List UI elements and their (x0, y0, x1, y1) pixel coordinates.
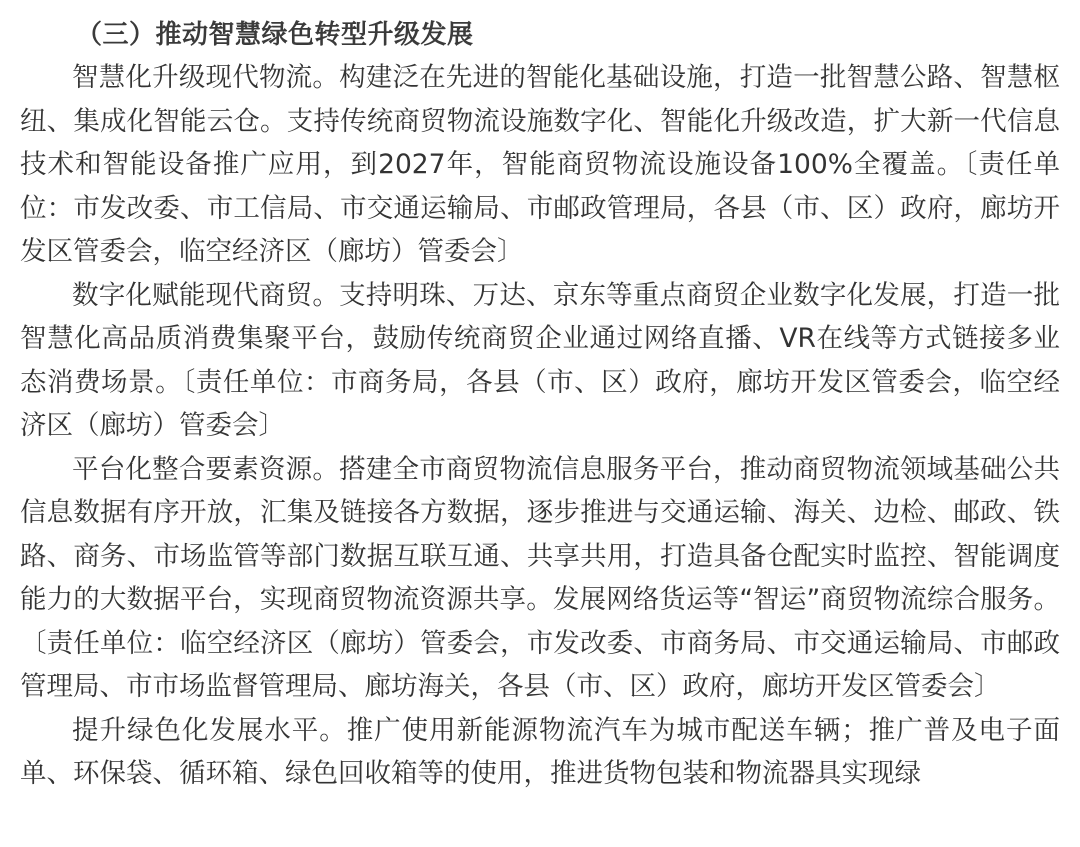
paragraph-green-development: 提升绿色化发展水平。推广使用新能源物流汽车为城市配送车辆；推广普及电子面单、环保袋、循环箱、绿色回收箱等的使用，推进货物包装和物流器具实现绿 (20, 714, 1060, 789)
document-page (20, 0, 1060, 796)
paragraph-digital-commerce: 数字化赋能现代商贸。支持明珠、万达、京东等重点商贸企业数字化发展，打造一批智慧化高品质消费集聚平台，鼓励传统商贸企业通过网络直播、VR在线等方式链接多业态消费场景。〔责任单位：市商务局，各县（市、区）政府，廊坊开发区管委会，临空经济区（廊坊）管委会〕 (20, 279, 1060, 441)
section-heading: （三）推动智慧绿色转型升级发展 (76, 20, 474, 50)
paragraph-smart-logistics: 智慧化升级现代物流。构建泛在先进的智能化基础设施，打造一批智慧公路、智慧枢纽、集成化智能云仓。支持传统商贸物流设施数字化、智能化升级改造，扩大新一代信息技术和智能设备推广应用，到2027年，智能商贸物流设施设备100%全覆盖。〔责任单位：市发改委、市工信局、市交通运输局、市邮政管理局，各县（市、区）政府，廊坊开发区管委会，临空经济区（廊坊）管委会〕 (20, 62, 1060, 267)
paragraph-platform-resources: 平台化整合要素资源。搭建全市商贸物流信息服务平台，推动商贸物流领域基础公共信息数据有序开放，汇集及链接各方数据，逐步推进与交通运输、海关、边检、邮政、铁路、商务、市场监管等部门数据互联互通、共享共用，打造具备仓配实时监控、智能调度能力的大数据平台，实现商贸物流资源共享。发展网络货运等“智运”商贸物流综合服务。〔责任单位：临空经济区（廊坊）管委会，市发改委、市商务局、市交通运输局、市邮政管理局、市市场监督管理局、廊坊海关，各县（市、区）政府，廊坊开发区管委会〕 (20, 453, 1060, 702)
